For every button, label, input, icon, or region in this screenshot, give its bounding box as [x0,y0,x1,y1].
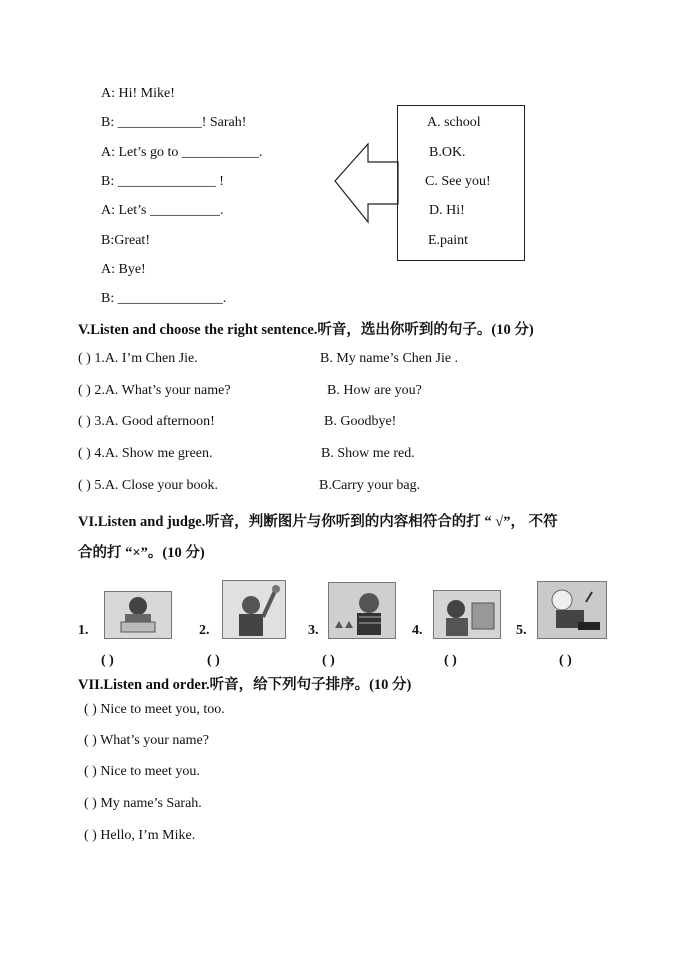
s5-item-5-a: ( ) 5.A. Close your book. [78,478,218,493]
judge-bracket-1[interactable]: ( ) [101,653,114,668]
dialogue-line-7: A: Bye! [101,262,146,277]
dialogue-line-2: B: ____________! Sarah! [101,115,247,130]
s5-item-4-b: B. Show me red. [321,446,415,461]
dialogue-line-3: A: Let’s go to ___________. [101,145,263,160]
s7-item-2: ( ) What’s your name? [84,733,209,748]
s5-item-5-b: B.Carry your bag. [319,478,421,493]
picture-2-boy-waving [222,580,286,639]
option-b: B.OK. [429,145,466,160]
judge-bracket-5[interactable]: ( ) [559,653,572,668]
picture-3-girl-with-pen [328,582,396,639]
option-a: A. school [427,115,481,130]
s7-item-3: ( ) Nice to meet you. [84,764,200,779]
s7-item-4: ( ) My name’s Sarah. [84,796,202,811]
section-6-title-line-2: 合的打 “×”。(10 分) [78,545,205,561]
picture-number-4: 4. [412,623,423,638]
section-5-title: V.Listen and choose the right sentence.听音，选出你听到的句子。(10 分) [78,322,534,338]
s5-item-2-a: ( ) 2.A. What’s your name? [78,383,231,398]
s5-item-1-b: B. My name’s Chen Jie . [320,351,459,366]
picture-number-5: 5. [516,623,527,638]
section-7-title: VII.Listen and order.听音，给下列句子排序。(10 分) [78,677,412,693]
dialogue-line-6: B:Great! [101,233,150,248]
section-6-title-line-1: VI.Listen and judge.听音，判断图片与你听到的内容相符合的打 “ √”， 不符 [78,514,558,530]
dialogue-line-5: A: Let’s __________. [101,203,224,218]
picture-number-2: 2. [199,623,210,638]
s5-item-3-b: B. Goodbye! [324,414,397,429]
picture-number-1: 1. [78,623,89,638]
s5-item-3-a: ( ) 3.A. Good afternoon! [78,414,215,429]
option-c: C. See you! [425,174,491,189]
picture-number-3: 3. [308,623,319,638]
dialogue-line-1: A: Hi! Mike! [101,86,175,101]
s7-item-1: ( ) Nice to meet you, too. [84,702,225,717]
picture-1-boy-reading [104,591,172,639]
s5-item-1-a: ( ) 1.A. I’m Chen Jie. [78,351,198,366]
option-d: D. Hi! [429,203,465,218]
s5-item-4-a: ( ) 4.A. Show me green. [78,446,213,461]
dialogue-line-8: B: _______________. [101,291,227,306]
s7-item-5: ( ) Hello, I’m Mike. [84,828,196,843]
s5-item-2-b: B. How are you? [327,383,422,398]
picture-5-girl-sitting [537,581,607,639]
dialogue-line-4: B: ______________ ! [101,174,224,189]
option-e: E.paint [428,233,469,248]
judge-bracket-3[interactable]: ( ) [322,653,335,668]
picture-4-boy-with-board [433,590,501,639]
judge-bracket-4[interactable]: ( ) [444,653,457,668]
judge-bracket-2[interactable]: ( ) [207,653,220,668]
